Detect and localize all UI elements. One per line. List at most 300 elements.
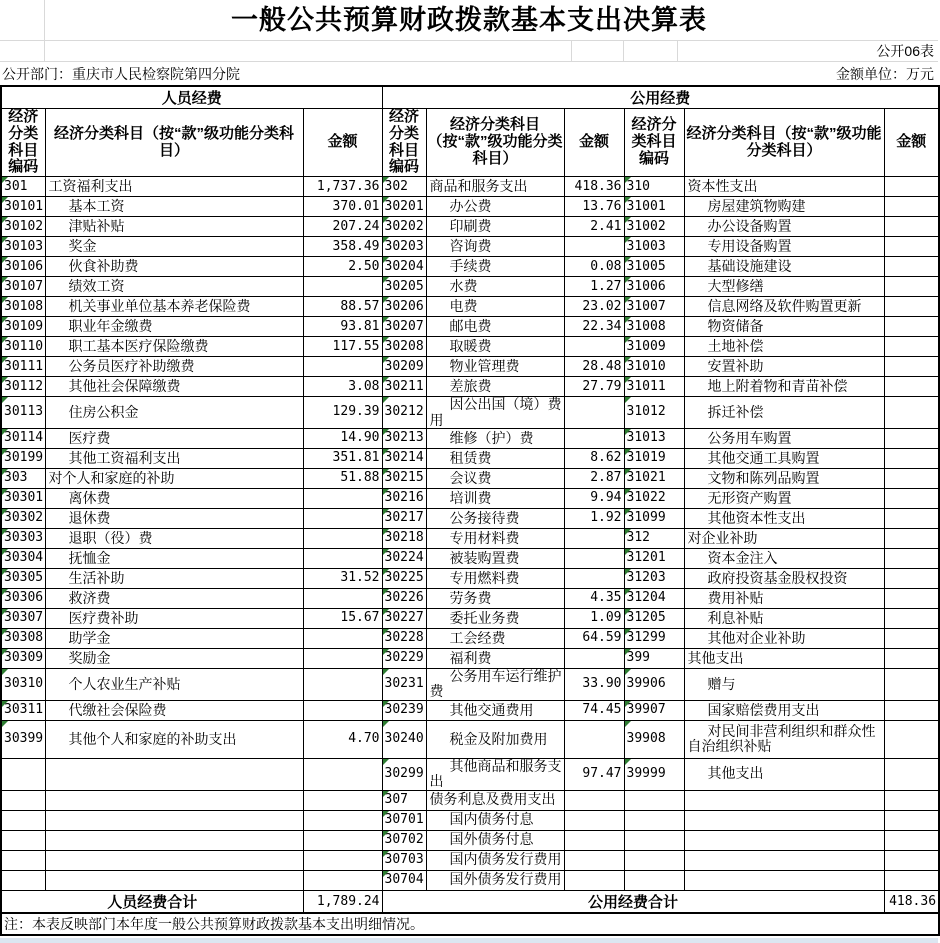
public-total-amount: 418.36 <box>884 890 939 913</box>
text-format-marker-icon <box>2 629 8 635</box>
text-format-marker-icon <box>2 609 8 615</box>
subject-name-cell: 差旅费 <box>426 377 564 397</box>
amount-cell <box>564 568 624 588</box>
subject-name-cell: 其他工资福利支出 <box>45 448 303 468</box>
table-number-row <box>0 41 938 62</box>
amount-cell <box>564 428 624 448</box>
economic-code-cell <box>624 377 684 397</box>
subject-name-cell: 劳务费 <box>426 588 564 608</box>
text-format-marker-icon <box>383 237 389 243</box>
economic-code: 30217 <box>384 510 424 526</box>
text-format-marker-icon <box>383 177 389 183</box>
economic-code: 312 <box>626 530 650 546</box>
text-format-marker-icon <box>625 237 631 243</box>
amount-cell: 15.67 <box>303 608 382 628</box>
amount-cell: 51.88 <box>303 468 382 488</box>
amount-cell: 28.48 <box>564 357 624 377</box>
economic-code: 31010 <box>626 358 666 374</box>
amount-cell: 4.70 <box>303 720 382 758</box>
subject-name-cell: 其他交通费用 <box>426 700 564 720</box>
amount-cell <box>303 648 382 668</box>
economic-code: 30114 <box>4 430 44 446</box>
text-format-marker-icon <box>625 397 631 403</box>
amount-cell <box>303 628 382 648</box>
subject-name-cell: 拆迁补偿 <box>684 397 884 429</box>
text-format-marker-icon <box>2 357 8 363</box>
subject-name-cell: 专用设备购置 <box>684 237 884 257</box>
economic-code-cell <box>1 588 45 608</box>
economic-code-cell <box>1 317 45 337</box>
amount-cell <box>303 277 382 297</box>
amount-cell <box>884 548 939 568</box>
amount-cell <box>884 377 939 397</box>
subject-name-cell: 工会经费 <box>426 628 564 648</box>
table-row <box>1 700 939 720</box>
text-format-marker-icon <box>2 377 8 383</box>
subject-name-cell: 办公费 <box>426 197 564 217</box>
subject-name-cell: 邮电费 <box>426 317 564 337</box>
amount-cell <box>884 668 939 700</box>
economic-code-cell <box>382 197 426 217</box>
subject-name-cell: 资本性支出 <box>684 177 884 197</box>
subject-name-cell: 其他对企业补助 <box>684 628 884 648</box>
economic-code: 30226 <box>384 590 424 606</box>
economic-code: 31007 <box>626 298 666 314</box>
economic-code-cell <box>624 257 684 277</box>
economic-code-cell <box>624 720 684 758</box>
economic-code: 30308 <box>4 630 44 646</box>
amount-cell <box>884 758 939 790</box>
economic-code: 30111 <box>4 358 44 374</box>
subject-name-cell: 物资储备 <box>684 317 884 337</box>
table-row <box>1 758 939 790</box>
text-format-marker-icon <box>383 669 389 675</box>
economic-code-cell <box>1 850 45 870</box>
economic-code-cell <box>624 428 684 448</box>
economic-code-cell <box>624 317 684 337</box>
economic-code-cell <box>1 257 45 277</box>
economic-code-cell <box>382 257 426 277</box>
economic-code-cell <box>382 628 426 648</box>
text-format-marker-icon <box>625 317 631 323</box>
amount-cell <box>303 357 382 377</box>
section-band-row <box>1 86 939 109</box>
amount-cell <box>564 548 624 568</box>
text-format-marker-icon <box>383 449 389 455</box>
text-format-marker-icon <box>383 317 389 323</box>
economic-code-cell <box>382 377 426 397</box>
subject-name-cell: 咨询费 <box>426 237 564 257</box>
text-format-marker-icon <box>625 257 631 263</box>
economic-code-cell <box>1 720 45 758</box>
economic-code: 30301 <box>4 490 44 506</box>
amount-cell <box>884 468 939 488</box>
amount-cell <box>884 508 939 528</box>
amount-cell <box>884 790 939 810</box>
text-format-marker-icon <box>2 197 8 203</box>
amount-cell: 33.90 <box>564 668 624 700</box>
economic-code-cell <box>1 790 45 810</box>
amount-cell <box>884 397 939 429</box>
subject-name-cell: 无形资产购置 <box>684 488 884 508</box>
economic-code-cell <box>1 568 45 588</box>
text-format-marker-icon <box>2 469 8 475</box>
amount-cell <box>884 297 939 317</box>
gridline <box>44 0 45 40</box>
subject-name-cell: 利息补贴 <box>684 608 884 628</box>
text-format-marker-icon <box>625 357 631 363</box>
text-format-marker-icon <box>625 759 631 765</box>
subject-name-cell: 医疗费补助 <box>45 608 303 628</box>
amount-cell <box>884 317 939 337</box>
economic-code: 31299 <box>626 630 666 646</box>
economic-code-cell <box>1 758 45 790</box>
economic-code-cell <box>624 668 684 700</box>
economic-code-cell <box>1 277 45 297</box>
economic-code: 30224 <box>384 550 424 566</box>
text-format-marker-icon <box>383 509 389 515</box>
table-row <box>1 297 939 317</box>
text-format-marker-icon <box>383 429 389 435</box>
subject-name-cell: 其他支出 <box>684 648 884 668</box>
economic-code-cell <box>1 357 45 377</box>
economic-code: 30109 <box>4 318 44 334</box>
economic-code: 30239 <box>384 702 424 718</box>
economic-code: 31012 <box>626 404 666 420</box>
economic-code: 31006 <box>626 278 666 294</box>
subject-name-cell: 国内债务发行费用 <box>426 850 564 870</box>
text-format-marker-icon <box>2 297 8 303</box>
subject-name-cell: 信息网络及软件购置更新 <box>684 297 884 317</box>
text-format-marker-icon <box>383 721 389 727</box>
economic-code: 30103 <box>4 238 44 254</box>
economic-code: 30305 <box>4 570 44 586</box>
economic-code-cell <box>624 790 684 810</box>
amount-cell: 97.47 <box>564 758 624 790</box>
subject-name-cell: 被装购置费 <box>426 548 564 568</box>
economic-code: 39908 <box>626 731 666 747</box>
text-format-marker-icon <box>625 669 631 675</box>
amount-cell: 88.57 <box>303 297 382 317</box>
text-format-marker-icon <box>625 489 631 495</box>
subject-name-cell: 专用材料费 <box>426 528 564 548</box>
economic-code-cell <box>382 277 426 297</box>
amount-cell <box>884 277 939 297</box>
economic-code: 30204 <box>384 258 424 274</box>
subject-name-cell: 代缴社会保险费 <box>45 700 303 720</box>
amount-cell: 358.49 <box>303 237 382 257</box>
subject-name-cell: 医疗费 <box>45 428 303 448</box>
economic-code: 31021 <box>626 470 666 486</box>
subject-name-cell <box>45 790 303 810</box>
col-header-amount-2: 金额 <box>564 109 624 177</box>
table-row <box>1 508 939 528</box>
public-total-label: 公用经费合计 <box>382 890 884 913</box>
amount-cell: 1,737.36 <box>303 177 382 197</box>
subject-name-cell: 住房公积金 <box>45 397 303 429</box>
economic-code: 30703 <box>384 851 424 867</box>
amount-cell <box>564 648 624 668</box>
economic-code-cell <box>1 217 45 237</box>
text-format-marker-icon <box>625 549 631 555</box>
section-personnel-header: 人员经费 <box>1 86 382 109</box>
personnel-total-label: 人员经费合计 <box>1 890 303 913</box>
economic-code: 30110 <box>4 338 44 354</box>
amount-cell <box>564 720 624 758</box>
note-row <box>1 913 939 935</box>
table-row <box>1 257 939 277</box>
economic-code-cell <box>624 488 684 508</box>
economic-code: 30211 <box>384 378 424 394</box>
amount-cell <box>884 448 939 468</box>
economic-code: 30209 <box>384 358 424 374</box>
text-format-marker-icon <box>383 791 389 797</box>
gridline <box>571 41 572 61</box>
column-header-row <box>1 109 939 177</box>
subject-name-cell <box>45 830 303 850</box>
subject-name-cell: 办公设备购置 <box>684 217 884 237</box>
economic-code: 31011 <box>626 378 666 394</box>
amount-cell: 1.09 <box>564 608 624 628</box>
economic-code: 31022 <box>626 490 666 506</box>
subject-name-cell: 公务用车运行维护费 <box>426 668 564 700</box>
economic-code-cell <box>382 397 426 429</box>
amount-cell: 27.79 <box>564 377 624 397</box>
amount-cell <box>884 568 939 588</box>
amount-cell <box>884 608 939 628</box>
amount-cell: 31.52 <box>303 568 382 588</box>
economic-code-cell <box>382 548 426 568</box>
economic-code-cell <box>624 628 684 648</box>
economic-code: 399 <box>626 650 650 666</box>
economic-code-cell <box>1 468 45 488</box>
subject-name-cell: 对企业补助 <box>684 528 884 548</box>
economic-code-cell <box>382 428 426 448</box>
text-format-marker-icon <box>383 297 389 303</box>
amount-cell <box>884 528 939 548</box>
text-format-marker-icon <box>2 509 8 515</box>
text-format-marker-icon <box>383 549 389 555</box>
amount-cell <box>303 508 382 528</box>
amount-cell: 1.92 <box>564 508 624 528</box>
subject-name-cell: 其他个人和家庭的补助支出 <box>45 720 303 758</box>
subject-name-cell <box>45 758 303 790</box>
economic-code: 30101 <box>4 198 44 214</box>
economic-code-cell <box>1 297 45 317</box>
text-format-marker-icon <box>2 317 8 323</box>
economic-code-cell <box>382 850 426 870</box>
subject-name-cell: 其他社会保障缴费 <box>45 377 303 397</box>
economic-code-cell <box>624 758 684 790</box>
amount-cell: 2.87 <box>564 468 624 488</box>
subject-name-cell: 职工基本医疗保险缴费 <box>45 337 303 357</box>
amount-cell: 1.27 <box>564 277 624 297</box>
economic-code: 31002 <box>626 218 666 234</box>
economic-code-cell <box>382 668 426 700</box>
table-row <box>1 397 939 429</box>
table-row <box>1 277 939 297</box>
table-row <box>1 357 939 377</box>
economic-code: 30102 <box>4 218 44 234</box>
economic-code: 30231 <box>384 676 424 692</box>
text-format-marker-icon <box>383 811 389 817</box>
table-body <box>1 177 939 890</box>
amount-cell: 23.02 <box>564 297 624 317</box>
text-format-marker-icon <box>2 257 8 263</box>
subject-name-cell: 房屋建筑物购建 <box>684 197 884 217</box>
personnel-total-amount: 1,789.24 <box>303 890 382 913</box>
economic-code-cell <box>382 810 426 830</box>
economic-code: 31203 <box>626 570 666 586</box>
amount-cell <box>564 397 624 429</box>
subject-name-cell: 基础设施建设 <box>684 257 884 277</box>
subject-name-cell: 其他支出 <box>684 758 884 790</box>
amount-cell <box>303 700 382 720</box>
economic-code-cell <box>1 197 45 217</box>
unit-label: 金额单位：万元 <box>836 65 934 82</box>
amount-cell <box>884 628 939 648</box>
subject-name-cell: 抚恤金 <box>45 548 303 568</box>
amount-cell <box>884 700 939 720</box>
totals-row <box>1 890 939 913</box>
subject-name-cell: 取暖费 <box>426 337 564 357</box>
economic-code: 301 <box>4 178 28 194</box>
economic-code: 30215 <box>384 470 424 486</box>
text-format-marker-icon <box>383 529 389 535</box>
amount-cell: 370.01 <box>303 197 382 217</box>
economic-code-cell <box>1 397 45 429</box>
subject-name-cell: 会议费 <box>426 468 564 488</box>
col-header-code-3: 经济分类科目编码 <box>624 109 684 177</box>
table-row <box>1 568 939 588</box>
col-header-subject-2: 经济分类科目（按“款”级功能分类科目） <box>426 109 564 177</box>
table-row <box>1 428 939 448</box>
economic-code: 39907 <box>626 702 666 718</box>
text-format-marker-icon <box>625 469 631 475</box>
text-format-marker-icon <box>2 701 8 707</box>
amount-cell <box>564 810 624 830</box>
economic-code-cell <box>1 237 45 257</box>
col-header-subject-1: 经济分类科目（按“款”级功能分类科目） <box>45 109 303 177</box>
amount-cell: 64.59 <box>564 628 624 648</box>
text-format-marker-icon <box>383 469 389 475</box>
subject-name-cell <box>45 850 303 870</box>
amount-cell <box>564 528 624 548</box>
economic-code: 30202 <box>384 218 424 234</box>
amount-cell <box>884 177 939 197</box>
economic-code-cell <box>1 810 45 830</box>
amount-cell <box>303 870 382 890</box>
gridline <box>44 41 45 61</box>
table-row <box>1 790 939 810</box>
text-format-marker-icon <box>383 589 389 595</box>
economic-code-cell <box>382 700 426 720</box>
amount-cell: 74.45 <box>564 700 624 720</box>
text-format-marker-icon <box>625 177 631 183</box>
subject-name-cell: 绩效工资 <box>45 277 303 297</box>
subject-name-cell: 其他资本性支出 <box>684 508 884 528</box>
economic-code: 30213 <box>384 430 424 446</box>
subject-name-cell: 其他商品和服务支出 <box>426 758 564 790</box>
amount-cell <box>303 528 382 548</box>
economic-code: 30309 <box>4 650 44 666</box>
text-format-marker-icon <box>625 509 631 515</box>
table-row <box>1 337 939 357</box>
subject-name-cell <box>45 870 303 890</box>
table-row <box>1 870 939 890</box>
economic-code-cell <box>624 237 684 257</box>
subject-name-cell: 电费 <box>426 297 564 317</box>
col-header-amount-1: 金额 <box>303 109 382 177</box>
amount-cell <box>564 850 624 870</box>
table-row <box>1 830 939 850</box>
text-format-marker-icon <box>2 489 8 495</box>
subject-name-cell: 因公出国（境）费用 <box>426 397 564 429</box>
text-format-marker-icon <box>383 337 389 343</box>
economic-code-cell <box>624 870 684 890</box>
economic-code: 31201 <box>626 550 666 566</box>
economic-code: 30299 <box>384 765 424 781</box>
text-format-marker-icon <box>625 429 631 435</box>
economic-code-cell <box>382 468 426 488</box>
economic-code: 30106 <box>4 258 44 274</box>
subject-name-cell <box>684 870 884 890</box>
expenditure-table <box>0 85 940 936</box>
economic-code: 30205 <box>384 278 424 294</box>
economic-code-cell <box>382 357 426 377</box>
amount-cell <box>884 257 939 277</box>
economic-code-cell <box>382 297 426 317</box>
subject-name-cell: 公务接待费 <box>426 508 564 528</box>
col-header-code-2: 经济分类科目编码 <box>382 109 426 177</box>
text-format-marker-icon <box>2 669 8 675</box>
economic-code: 30203 <box>384 238 424 254</box>
amount-cell <box>884 428 939 448</box>
subject-name-cell: 助学金 <box>45 628 303 648</box>
table-row <box>1 810 939 830</box>
economic-code: 303 <box>4 470 28 486</box>
economic-code-cell <box>382 720 426 758</box>
subject-name-cell: 租赁费 <box>426 448 564 468</box>
amount-cell: 117.55 <box>303 337 382 357</box>
amount-cell <box>564 870 624 890</box>
amount-cell <box>564 830 624 850</box>
economic-code: 30399 <box>4 731 44 747</box>
economic-code: 30199 <box>4 450 44 466</box>
subject-name-cell: 土地补偿 <box>684 337 884 357</box>
gridline <box>677 41 678 61</box>
amount-cell: 2.50 <box>303 257 382 277</box>
economic-code-cell <box>1 337 45 357</box>
table-row <box>1 628 939 648</box>
economic-code: 39906 <box>626 676 666 692</box>
text-format-marker-icon <box>383 609 389 615</box>
amount-cell: 418.36 <box>564 177 624 197</box>
economic-code: 31019 <box>626 450 666 466</box>
economic-code: 31008 <box>626 318 666 334</box>
economic-code-cell <box>624 277 684 297</box>
text-format-marker-icon <box>625 217 631 223</box>
economic-code-cell <box>624 217 684 237</box>
amount-cell <box>303 548 382 568</box>
amount-cell <box>884 830 939 850</box>
economic-code: 30112 <box>4 378 44 394</box>
meta-row <box>0 62 938 85</box>
economic-code: 30225 <box>384 570 424 586</box>
economic-code: 30228 <box>384 630 424 646</box>
amount-cell: 8.62 <box>564 448 624 468</box>
subject-name-cell: 对民间非营利组织和群众性自治组织补贴 <box>684 720 884 758</box>
